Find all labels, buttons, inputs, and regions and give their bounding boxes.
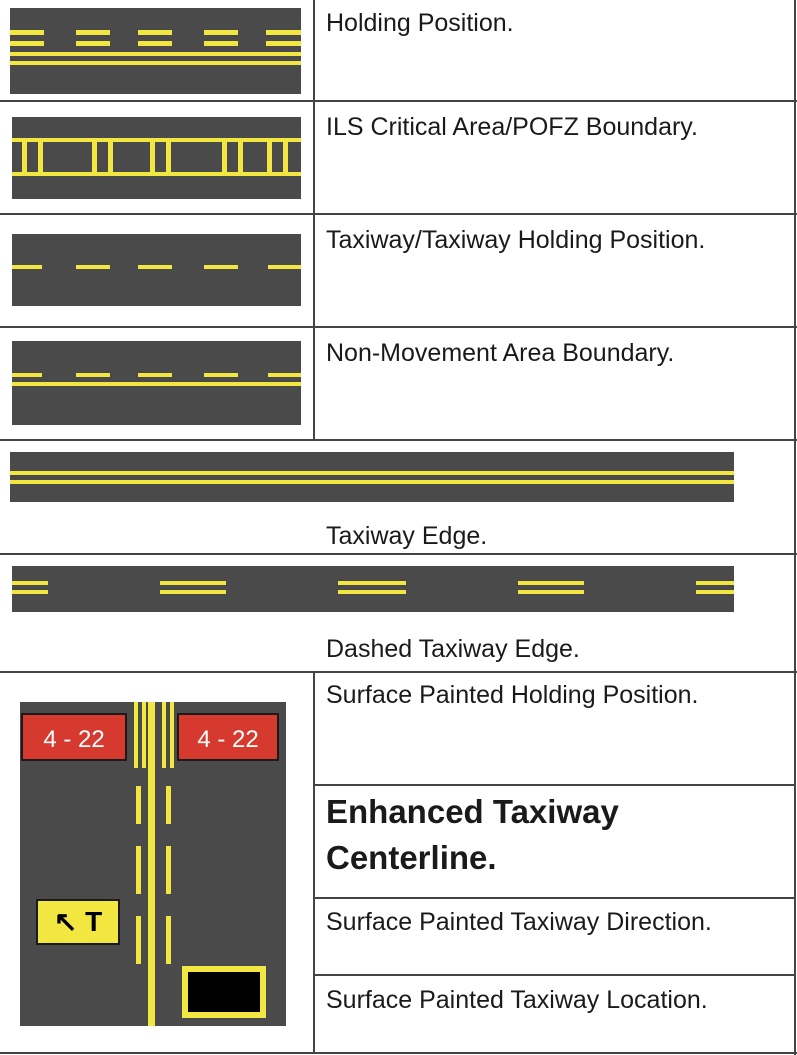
surface-holding-label: Surface Painted Holding Position. xyxy=(326,681,699,709)
taxiway-edge-label: Taxiway Edge. xyxy=(326,522,488,550)
holding-position-label: Holding Position. xyxy=(326,9,514,37)
row-divider xyxy=(0,439,797,441)
taxiway-holding-label: Taxiway/Taxiway Holding Position. xyxy=(326,226,706,254)
holding-position-marking xyxy=(10,8,301,94)
sub-divider xyxy=(314,784,795,786)
non-movement-marking xyxy=(12,341,301,425)
surface-location-label: Surface Painted Taxiway Location. xyxy=(326,986,708,1014)
enhanced-centerline-label: Enhanced Taxiway Centerline. xyxy=(326,793,619,876)
ils-boundary-label: ILS Critical Area/POFZ Boundary. xyxy=(326,113,698,141)
row-divider xyxy=(0,671,797,673)
row-divider xyxy=(0,553,797,555)
row-divider xyxy=(0,326,797,328)
sign-right-text: 4 - 22 xyxy=(197,726,259,753)
table-bottom xyxy=(0,1052,797,1054)
taxiway-edge-marking xyxy=(10,452,734,502)
taxiway-holding-marking xyxy=(12,234,301,306)
surface-direction-label: Surface Painted Taxiway Direction. xyxy=(326,908,712,936)
column-divider xyxy=(313,0,315,440)
sign-left-text: 4 - 22 xyxy=(43,726,105,753)
non-movement-label: Non-Movement Area Boundary. xyxy=(326,339,675,367)
column-divider xyxy=(313,672,315,1054)
direction-sign-text: ↖ T xyxy=(53,906,103,937)
dashed-taxiway-edge-marking xyxy=(12,566,734,612)
surface-painted-diagram xyxy=(20,702,286,1026)
row-divider xyxy=(0,213,797,215)
ils-boundary-marking xyxy=(12,117,301,199)
dashed-taxiway-edge-label: Dashed Taxiway Edge. xyxy=(326,635,580,663)
sub-divider xyxy=(314,897,795,899)
row-divider xyxy=(0,100,797,102)
sub-divider xyxy=(314,974,795,976)
